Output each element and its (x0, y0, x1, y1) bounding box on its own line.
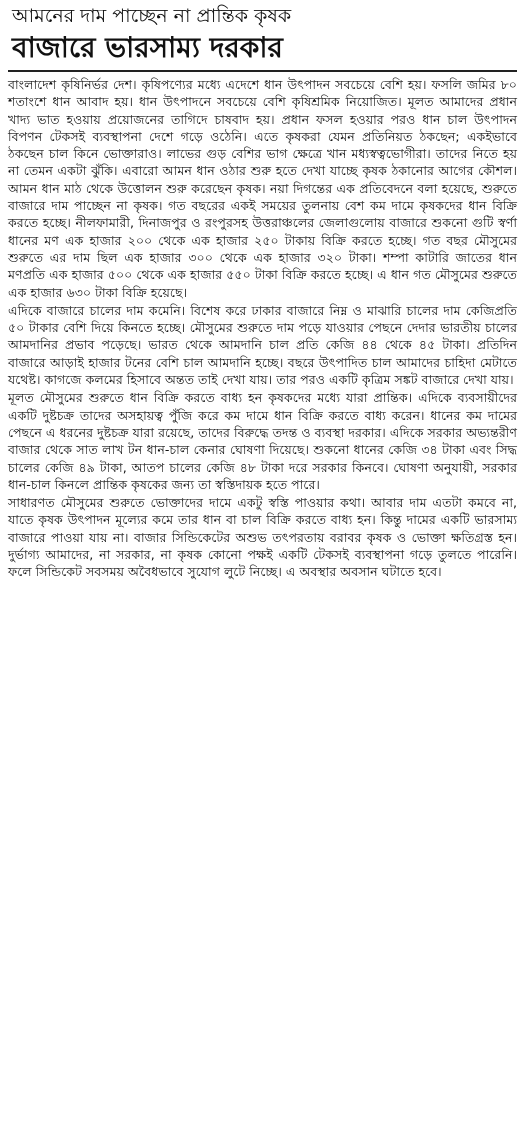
article-paragraph-4: সাধারণত মৌসুমের শুরুতে ভোক্তাদের দামে একটু স্বস্তি পাওয়ার কথা। আবার দাম এতটা কমবে না, যাতে কৃষক উৎপাদন মূল্যের কমে তার ধান বা চাল বিক্রি করতে বাধ্য হন। কিন্তু দামের একটি ভারসাম্য বাজারে পাওয়া যায় না। বাজার সিন্ডিকেটের অশুভ তৎপরতায় বরাবর কৃষক ও ভোক্তা ক্ষতিগ্রস্ত হন। দুর্ভাগ্য আমাদের, না সরকার, না কৃষক কোনো পক্ষই একটি টেকসই ব্যবস্থাপনা গড়ে তুলতে পারেনি। ফলে সিন্ডিকেট সবসময় অবৈধভাবে সুযোগ লুটে নিচ্ছে। এ অবস্থার অবসান ঘটাতে হবে। (8, 495, 517, 580)
article-kicker: আমনের দাম পাচ্ছেন না প্রান্তিক কৃষক (12, 5, 292, 27)
article-paragraph-3: মূলত মৌসুমের শুরুতে ধান বিক্রি করতে বাধ্য হন কৃষকদের মধ্যে যারা প্রান্তিক। এদিকে ব্যবসায়ীদের একটি দুষ্টচক্র তাদের অসহায়ত্ব পুঁজি করে কম দামে ধান বিক্রি করতে বাধ্য করেন। ধানের কম দামের পেছনে এ ধরনের দুষ্টচক্র যারা রয়েছে, তাদের বিরুদ্ধে তদন্ত ও ব্যবস্থা দরকার। এদিকে সরকার অভ্যন্তরীণ বাজার থেকে সাত লাখ টন ধান-চাল কেনার ঘোষণা দিয়েছে। শুকনো ধানের কেজি ৩৪ টাকা এবং সিদ্ধ চালের কেজি ৪৯ টাকা, আতপ চালের কেজি ৪৮ টাকা দরে সরকার কিনবে। ঘোষণা অনুযায়ী, সরকার ধান-চাল কিনলে প্রান্তিক কৃষকের জন্য তা স্বস্তিদায়ক হতে পারে। (8, 390, 517, 492)
headline-divider (8, 70, 517, 72)
article-paragraph-1: বাংলাদেশ কৃষিনির্ভর দেশ। কৃষিপণ্যের মধ্যে এদেশে ধান উৎপাদন সবচেয়ে বেশি হয়। ফসলি জমির ৮০ শতাংশে ধান আবাদ হয়। ধান উৎপাদনে সবচেয়ে বেশি কৃষিশ্রমিক নিয়োজিত। মূলত আমাদের প্রধান খাদ্য ভাত হওয়ায় প্রয়োজনের তাগিদে চাষবাদ হয়। প্রধান ফসল হওয়ার পরও ধান চাল উৎপাদন বিপণন টেকসই ব্যবস্থাপনা দেশে গড়ে ওঠেনি। এতে কৃষকরা যেমন প্রতিনিয়ত ঠকছেন; একইভাবে ঠকছেন চাল কিনে ভোক্তারাও। লাভের গুড় বেশির ভাগ ক্ষেত্রে খান মধ্যস্বত্বভোগীরা। তাদের নিতে হয় না তেমন একটা ঝুঁকি। এবারো আমন ধান ওঠার শুরু হতে দেখা যাচ্ছে কৃষক ঠকানোর আগের কৌশল। আমন ধান মাঠ থেকে উত্তোলন শুরু করেছেন কৃষক। নয়া দিগন্তের এক প্রতিবেদনে বলা হয়েছে, শুরুতে বাজারে দাম পাচ্ছেন না কৃষক। গত বছরের একই সময়ের তুলনায় বেশ কম দামে কৃষকদের ধান বিক্রি করতে হচ্ছে। নীলফামারী, দিনাজপুর ও রংপুরসহ উত্তরাঞ্চলের জেলাগুলোয় বাজারে শুকনো গুটি স্বর্ণা ধানের মণ এক হাজার ২০০ থেকে এক হাজার ২৫০ টাকায় বিক্রি করতে হচ্ছে। গত বছর মৌসুমের শুরুতে এর দাম ছিল এক হাজার ৩০০ থেকে এক হাজার ৩২০ টাকা। শম্পা কাটারি জাতের ধান মণপ্রতি এক হাজার ৫০০ থেকে এক হাজার ৫৫০ টাকা বিক্রি করতে হচ্ছে। এ ধান গত মৌসুমের শুরুতে এক হাজার ৬৩০ টাকা বিক্রি হয়েছে। (8, 77, 517, 300)
article-paragraph-2: এদিকে বাজারে চালের দাম কমেনি। বিশেষ করে ঢাকার বাজারে নিম্ন ও মাঝারি চালের দাম কেজিপ্রতি ৫০ টাকার বেশি দিয়ে কিনতে হচ্ছে। মৌসুমের শুরুতে দাম পড়ে যাওয়ার পেছনে দেদার ভারতীয় চালের আমদানির প্রভাব পড়েছে। ভারত থেকে আমদানি চাল প্রতি কেজি ৪৪ থেকে ৪৫ টাকা। প্রতিদিন বাজারে আড়াই হাজার টনের বেশি চাল আমদানি হচ্ছে। বছরে উৎপাদিত চাল আমাদের চাহিদা মেটাতে যথেষ্ট। কাগজে কলমের হিসাবে অন্তত তাই দেখা যায়। তার পরও একটি কৃত্রিম সঙ্কট বাজারে দেখা যায়। (8, 302, 517, 388)
article-headline: বাজারে ভারসাম্য দরকার (12, 31, 283, 64)
article-body (8, 76, 517, 581)
